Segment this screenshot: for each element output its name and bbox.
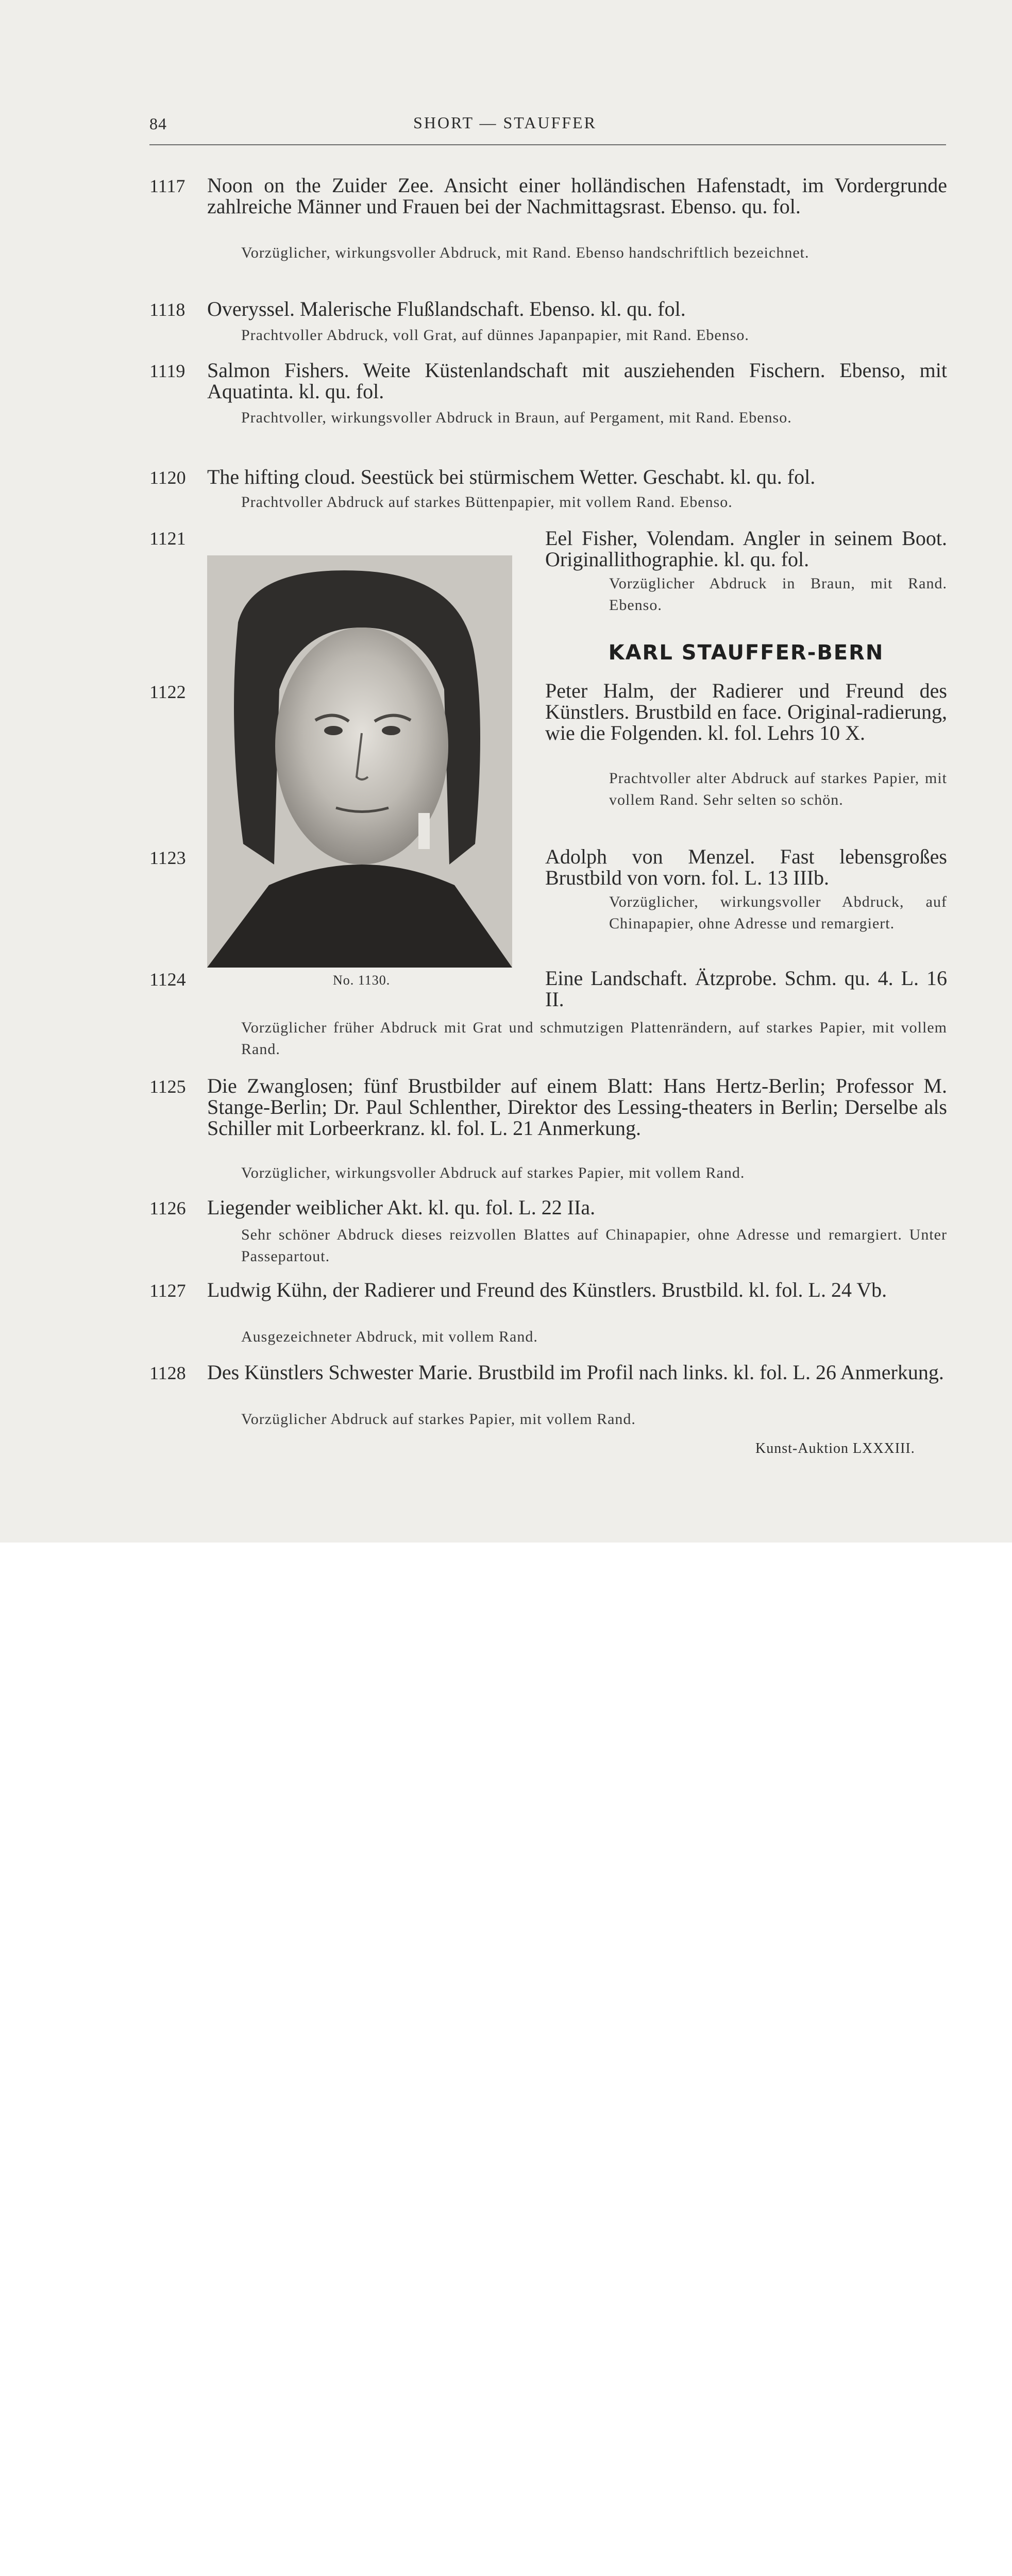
entry-title: Die Zwanglosen; fünf Brustbilder auf einem Blatt: Hans Hertz-Berlin; Professor M. Stange-Berlin; Dr. Paul Schlenther, Direktor des Lessing-theaters in Berlin; Derselbe als Schiller mit Lorbeerkranz. kl. fol. L. 21 Anmerkung. [207, 1074, 947, 1140]
entry-number: 1120 [149, 467, 186, 488]
entry-number: 1121 [149, 528, 186, 549]
entry-title: Noon on the Zuider Zee. Ansicht einer holländischen Hafenstadt, im Vordergrunde zahlreiche Männer und Frauen bei der Nachmittagsrast. Ebenso. qu. fol. [207, 174, 947, 218]
entry-number: 1125 [149, 1076, 186, 1097]
auction-reference: Kunst-Auktion LXXXIII. [755, 1440, 915, 1456]
entry-note: Prachtvoller alter Abdruck auf starkes Papier, mit vollem Rand. Sehr selten so schön. [609, 770, 947, 808]
entry-title: Adolph von Menzel. Fast lebensgroßes Brustbild von vorn. fol. L. 13 IIIb. [545, 845, 947, 889]
entry-title: The hifting cloud. Seestück bei stürmischem Wetter. Geschabt. kl. qu. fol. [207, 465, 816, 488]
entry-number: 1126 [149, 1198, 186, 1218]
running-title: SHORT — STAUFFER [413, 113, 597, 132]
section-heading: KARL STAUFFER-BERN [608, 641, 884, 665]
entry-note: Vorzüglicher, wirkungsvoller Abdruck, mit Rand. Ebenso handschriftlich bezeichnet. [241, 244, 809, 261]
entry-title: Eine Landschaft. Ätzprobe. Schm. qu. 4. L. 16 II. [545, 967, 947, 1011]
digitization-bar [0, 1543, 1012, 1619]
entry-title: Ludwig Kühn, der Radierer und Freund des Künstlers. Brustbild. kl. fol. L. 24 Vb. [207, 1278, 887, 1301]
entry-title: Peter Halm, der Radierer und Freund des Künstlers. Brustbild en face. Original-radierung, wie die Folgenden. kl. fol. Lehrs 10 X. [545, 679, 947, 744]
entry-note: Vorzüglicher Abdruck auf starkes Papier, mit vollem Rand. [241, 1411, 636, 1428]
entry-title: Salmon Fishers. Weite Küstenlandschaft mit ausziehenden Fischern. Ebenso, mit Aquatinta. kl. qu. fol. [207, 359, 947, 403]
entry-number: 1117 [149, 176, 185, 196]
portrait-etching [207, 555, 512, 968]
entry-note: Prachtvoller, wirkungsvoller Abdruck in Braun, auf Pergament, mit Rand. Ebenso. [241, 409, 792, 426]
entry-number: 1118 [149, 299, 185, 320]
entry-title: Des Künstlers Schwester Marie. Brustbild im Profil nach links. kl. fol. L. 26 Anmerkung. [207, 1361, 944, 1384]
portrait-drawing [207, 555, 512, 968]
entry-note: Vorzüglicher früher Abdruck mit Grat und schmutzigen Plattenrändern, auf starkes Papier, mit vollem Rand. [241, 1019, 947, 1058]
entry-note: Ausgezeichneter Abdruck, mit vollem Rand. [241, 1328, 538, 1345]
entry-note: Sehr schöner Abdruck dieses reizvollen Blattes auf Chinapapier, ohne Adresse und remargiert. Unter Passepartout. [241, 1226, 947, 1265]
header-rule [149, 144, 946, 145]
entry-title: Eel Fisher, Volendam. Angler in seinem Boot. Originallithographie. kl. qu. fol. [545, 527, 947, 571]
entry-number: 1124 [149, 969, 186, 990]
page-number: 84 [149, 114, 167, 133]
entry-number: 1127 [149, 1280, 186, 1301]
entry-title: Liegender weiblicher Akt. kl. qu. fol. L. 22 IIa. [207, 1196, 596, 1219]
entry-number: 1122 [149, 682, 186, 702]
entry-note: Vorzüglicher, wirkungsvoller Abdruck, auf Chinapapier, ohne Adresse und remargiert. [609, 893, 947, 932]
entry-note: Vorzüglicher, wirkungsvoller Abdruck auf starkes Papier, mit vollem Rand. [241, 1164, 745, 1181]
entry-note: Prachtvoller Abdruck auf starkes Büttenpapier, mit vollem Rand. Ebenso. [241, 494, 733, 511]
figure-caption: No. 1130. [333, 973, 391, 988]
entry-number: 1119 [149, 361, 185, 381]
entry-note: Prachtvoller Abdruck, voll Grat, auf dünnes Japanpapier, mit Rand. Ebenso. [241, 327, 749, 344]
entry-title: Overyssel. Malerische Flußlandschaft. Ebenso. kl. qu. fol. [207, 297, 686, 320]
entry-number: 1128 [149, 1363, 186, 1383]
entry-note: Vorzüglicher Abdruck in Braun, mit Rand. Ebenso. [609, 575, 947, 614]
entry-number: 1123 [149, 848, 186, 868]
